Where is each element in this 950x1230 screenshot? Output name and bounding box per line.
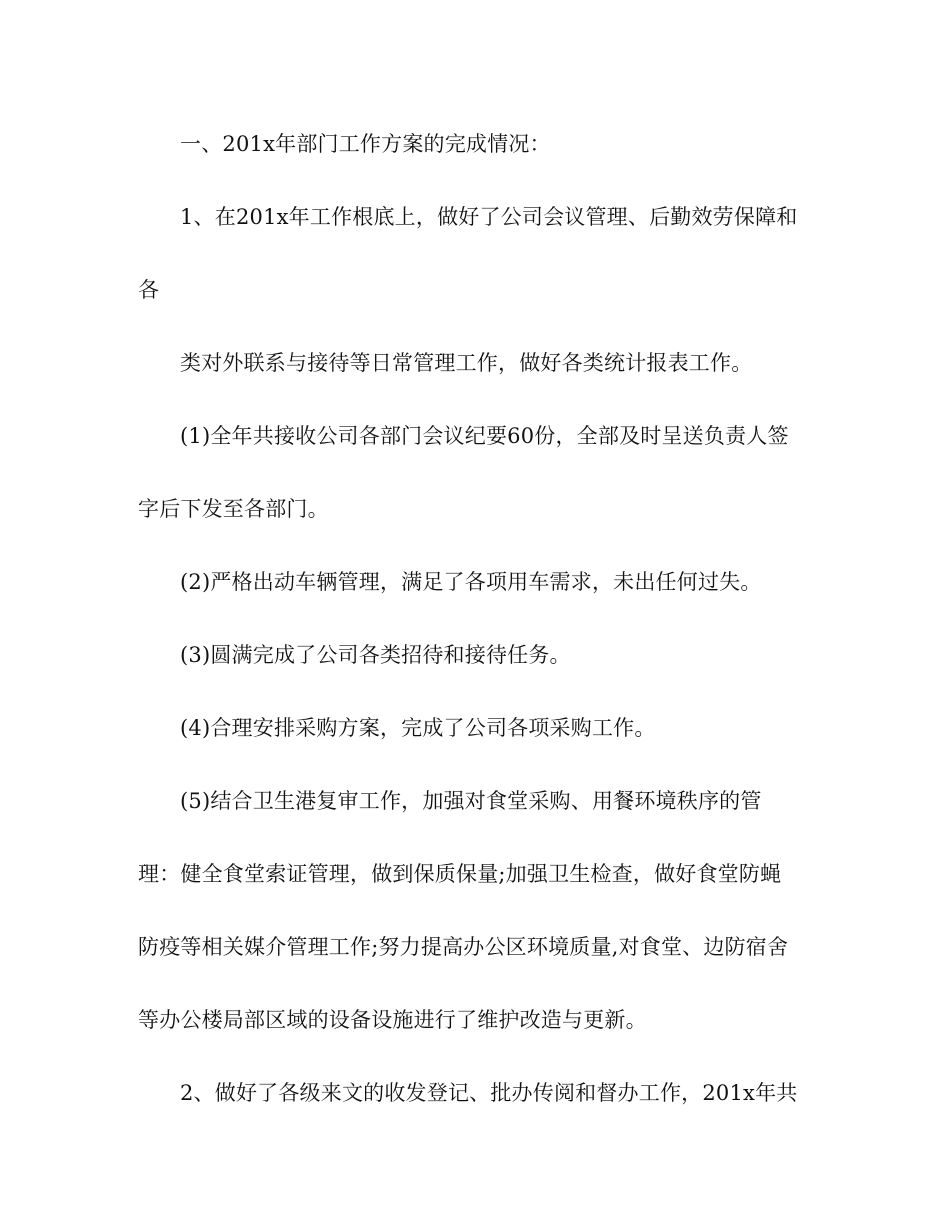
paragraph-line: (3)圆满完成了公司各类招待和接待任务。	[180, 643, 571, 667]
paragraph-line: 理：健全食堂索证管理，做到保质保量;加强卫生检查，做好食堂防蝇	[138, 862, 782, 886]
paragraph-line: 各	[138, 278, 160, 302]
paragraph-line: 等办公楼局部区域的设备设施进行了维护改造与更新。	[138, 1008, 647, 1032]
paragraph-line: 防疫等相关媒介管理工作;努力提高办公区环境质量,对食堂、边防宿舍	[138, 935, 789, 959]
paragraph-line: 字后下发至各部门。	[138, 497, 329, 521]
paragraph-line: (1)全年共接收公司各部门会议纪要60份，全部及时呈送负责人签	[180, 424, 789, 448]
section-heading: 一、201x年部门工作方案的完成情况：	[180, 132, 551, 156]
paragraph-line: 2、做好了各级来文的收发登记、批办传阅和督办工作，201x年共	[180, 1081, 798, 1105]
paragraph-line: 1、在201x年工作根底上，做好了公司会议管理、后勤效劳保障和	[180, 205, 798, 229]
paragraph-line: (5)结合卫生港复审工作，加强对食堂采购、用餐环境秩序的管	[180, 789, 762, 813]
paragraph-line: 类对外联系与接待等日常管理工作，做好各类统计报表工作。	[180, 351, 753, 375]
paragraph-line: (4)合理安排采购方案，完成了公司各项采购工作。	[180, 716, 656, 740]
paragraph-line: (2)严格出动车辆管理，满足了各项用车需求，未出任何过失。	[180, 570, 762, 594]
